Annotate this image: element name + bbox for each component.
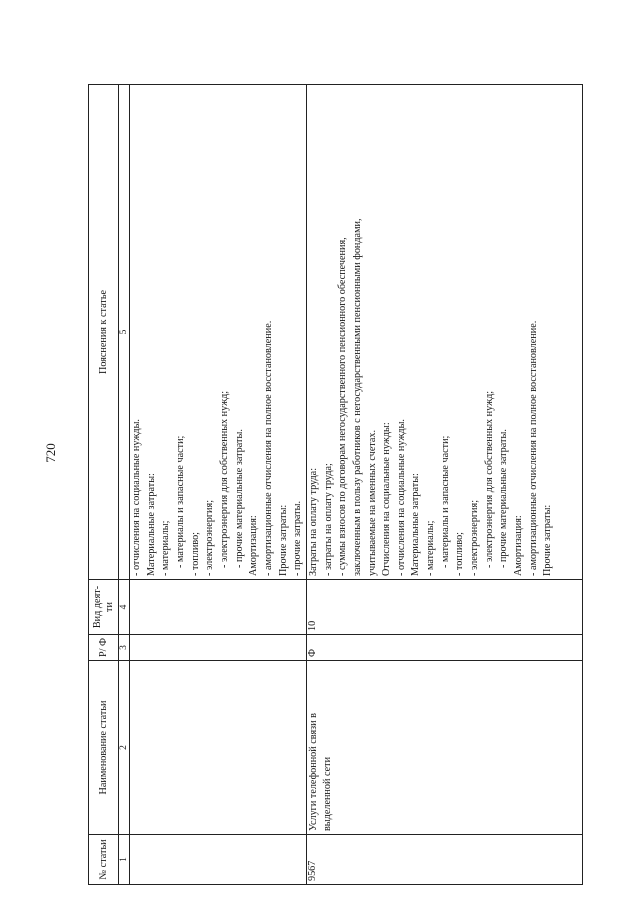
explanation-line: - прочие материальные затраты. [233,429,245,568]
rf-cell: Ф [306,635,582,661]
column-number: 1 [119,835,130,885]
rf-cell [130,635,307,661]
explanation-line: - электроэнергия; [204,499,216,576]
explanation-line: Амортизация: [513,515,525,576]
explanation-line: Материальные затраты: [145,473,157,576]
column-number: 3 [119,635,130,661]
header-article-number: № статьи [89,835,119,885]
explanation-line: - материалы; [160,520,172,576]
rotated-page-content [88,85,584,885]
explanation-line: - электроэнергия для собственных нужд; [218,390,230,568]
header-explanations: Пояснения к статье [89,85,119,580]
header-article-name: Наименование статьи [89,661,119,835]
table-row [130,85,307,885]
explanation-line: - прочие затраты. [292,500,304,576]
explanation-line: заключенным в пользу работников с негосударственными пенсионными фондами, [351,218,363,576]
expense-articles-table [88,84,583,885]
header-rf: Р/ Ф [89,635,119,661]
explanation-line: Прочие затраты: [542,504,554,576]
explanation-line: - материалы; [425,520,437,576]
explanations-cell [130,85,307,580]
explanation-line: - материалы и запасные части; [174,435,186,568]
explanation-line: - отчисления на социальные нужды. [131,419,142,576]
explanation-line: - прочие материальные затраты. [498,429,510,568]
column-number-row [119,85,130,885]
explanation-line: - топливо; [454,531,466,576]
column-number: 4 [119,580,130,635]
explanation-line: - топливо; [189,531,201,576]
explanation-line: Амортизация: [248,515,260,576]
article-number-cell [130,835,307,885]
explanation-line: - электроэнергия; [469,499,481,576]
article-number-cell: 9567 [306,835,582,885]
explanations-cell [306,85,582,580]
explanation-line: Отчисления на социальные нужды: [381,422,393,576]
explanation-line: учитываемые на именных счетах. [366,429,378,576]
explanation-line: - затраты на оплату труда; [322,463,334,576]
activity-type-cell: 10 [306,580,582,635]
page-number: 720 [43,443,58,463]
explanation-line: - суммы взносов по договорам негосударственного пенсионного обеспечения, [337,237,349,576]
table-row [306,85,582,885]
explanation-line: - амортизационные отчисления на полное восстановление. [527,320,539,576]
explanation-line: - отчисления на социальные нужды. [395,419,407,576]
header-activity-type: Вид деят-ти [89,580,119,635]
explanation-line: Прочие затраты: [277,504,289,576]
article-name-cell [130,661,307,835]
explanation-line: Затраты на оплату труда: [307,467,319,576]
article-name-cell: Услуги телефонной связи в выделенной сети [306,661,582,835]
column-number: 5 [119,85,130,580]
activity-type-cell [130,580,307,635]
explanation-line: - амортизационные отчисления на полное восстановление. [262,320,274,576]
explanation-line: - электроэнергия для собственных нужд; [483,390,495,568]
table-header-row [89,85,119,885]
explanation-line: Материальные затраты: [410,473,422,576]
explanation-line: - материалы и запасные части; [439,435,451,568]
column-number: 2 [119,661,130,835]
